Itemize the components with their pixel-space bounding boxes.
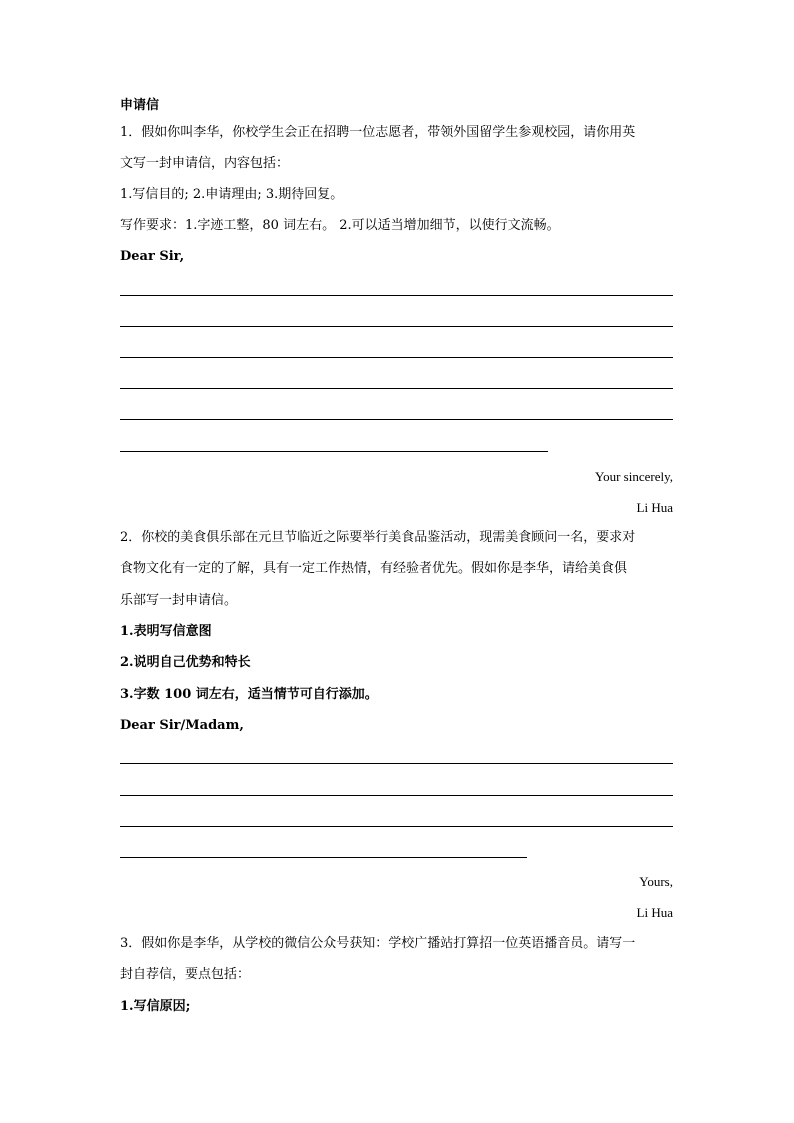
q2-point-3: 3.字数 100 词左右，适当情节可自行添加。 <box>120 687 378 702</box>
q3-line-2: 封自荐信，要点包括： <box>120 967 251 982</box>
section-title: 申请信 <box>120 98 160 113</box>
q1-signature: Li Hua <box>636 500 673 515</box>
q2-line-2: 食物文化有一定的了解，具有一定工作热情，有经验者优先。假如你是李华，请给美食俱 <box>120 561 628 576</box>
q1-line-2: 文写一封申请信，内容包括： <box>120 156 290 171</box>
q1-answer-line <box>120 388 673 389</box>
q2-answer-line <box>120 763 673 764</box>
q1-answer-line <box>120 295 673 296</box>
q3-point-1: 1.写信原因; <box>120 999 191 1014</box>
q1-answer-line <box>120 326 673 327</box>
q2-answer-line <box>120 857 527 858</box>
q1-answer-line <box>120 357 673 358</box>
q1-answer-line <box>120 419 673 420</box>
q2-line-1: 2．你校的美食俱乐部在元旦节临近之际要举行美食品鉴活动，现需美食顾问一名，要求对 <box>120 530 636 545</box>
q1-line-1: 1．假如你叫李华，你校学生会正在招聘一位志愿者，带领外国留学生参观校园，请你用英 <box>120 125 636 140</box>
q2-point-1: 1.表明写信意图 <box>120 624 212 639</box>
q2-greeting: Dear Sir/Madam, <box>120 718 244 733</box>
q2-answer-line <box>120 826 673 827</box>
q1-closing: Your sincerely, <box>595 469 673 484</box>
q1-greeting: Dear Sir, <box>120 249 185 264</box>
q3-line-1: 3．假如你是李华，从学校的微信公众号获知：学校广播站打算招一位英语播音员。请写一 <box>120 936 636 951</box>
q2-point-2: 2.说明自己优势和特长 <box>120 655 251 670</box>
q1-points: 1.写信目的; 2.申请理由; 3.期待回复。 <box>120 187 344 202</box>
q1-requirements: 写作要求：1.字迹工整，80 词左右。 2.可以适当增加细节，以使行文流畅。 <box>120 218 560 233</box>
q2-signature: Li Hua <box>636 905 673 920</box>
q2-line-3: 乐部写一封申请信。 <box>120 593 238 608</box>
q2-closing: Yours, <box>639 874 673 889</box>
q2-answer-line <box>120 795 673 796</box>
q1-answer-line <box>120 451 548 452</box>
